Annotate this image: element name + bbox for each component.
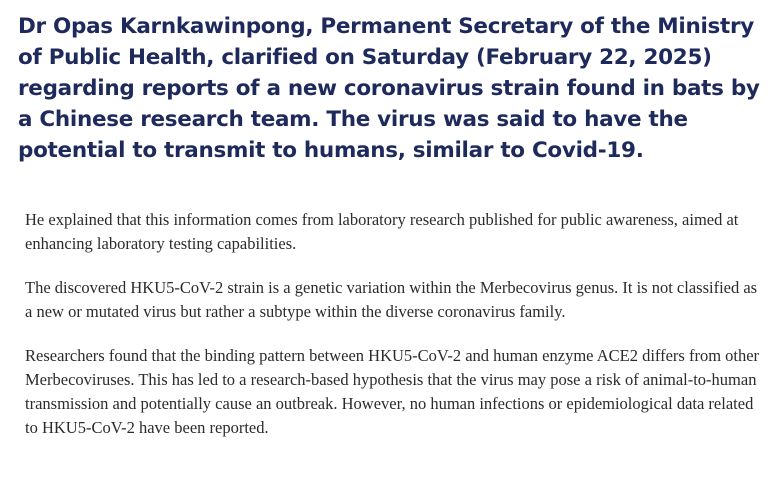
article-paragraph-3: Researchers found that the binding pattern between HKU5-CoV-2 and human enzyme ACE2 differs from other Merbecoviruses. This has led to a research-based hypothesis that the virus may pose a risk of animal-to-human transmission and potentially cause an outbreak. However, no human infections or epidemiological data related to HKU5-CoV-2 have been reported. bbox=[25, 346, 760, 437]
article-body bbox=[25, 208, 765, 460]
article-paragraph-1: He explained that this information comes from laboratory research published for public awareness, aimed at enhancing laboratory testing capabilities. bbox=[25, 210, 739, 253]
article-headline: Dr Opas Karnkawinpong, Permanent Secretary of the Ministry of Public Health, clarified on Saturday (February 22, 2025) regarding reports of a new coronavirus strain found in bats by a Chinese research team. The virus was said to have the potential to transmit to humans, similar to Covid-19. bbox=[18, 14, 760, 163]
article-paragraph-2: The discovered HKU5-CoV-2 strain is a genetic variation within the Merbecovirus genus. It is not classified as a new or mutated virus but rather a subtype within the diverse coronavirus family. bbox=[25, 278, 758, 321]
